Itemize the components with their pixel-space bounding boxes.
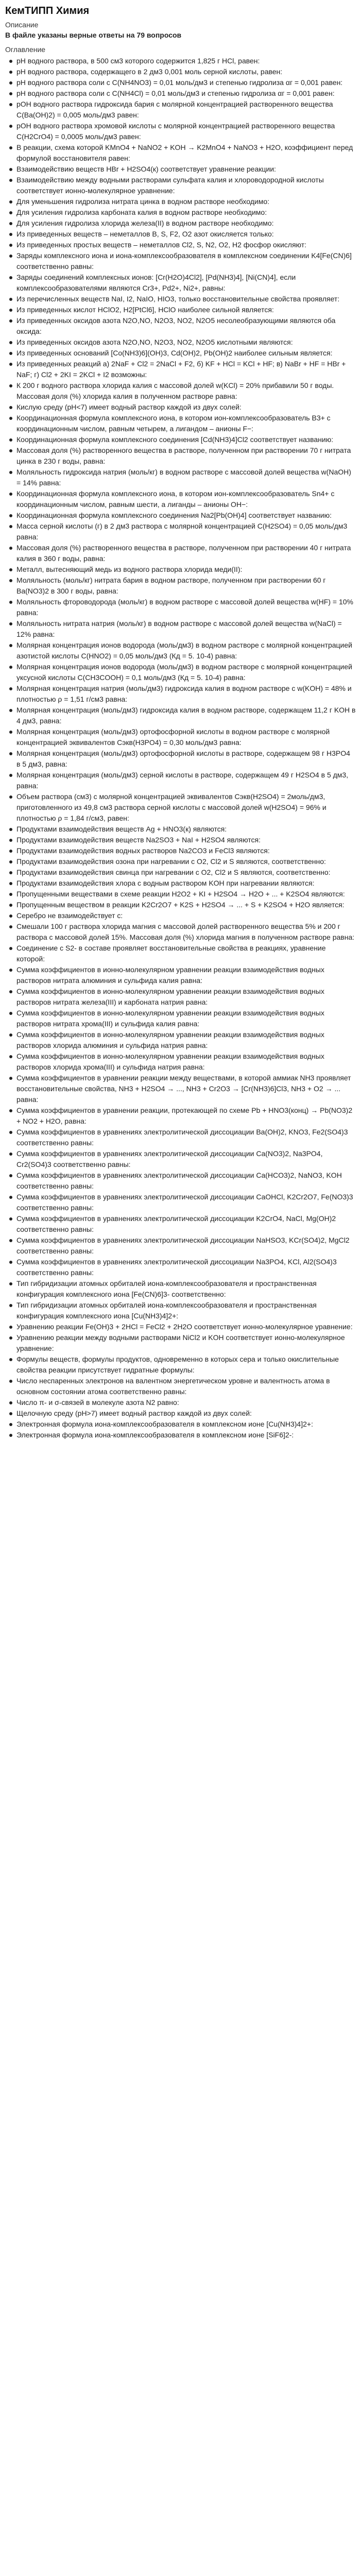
toc-item[interactable] bbox=[16, 921, 356, 943]
toc-item-link[interactable]: Продуктами взаимодействия водных растворов Na2CO3 и FeCl3 являются: bbox=[16, 846, 270, 855]
toc-item-link[interactable]: Из приведенных веществ – неметаллов B, S, F2, O2 азот окисляется только: bbox=[16, 230, 274, 238]
toc-item-link[interactable]: Моляльность нитрата натрия (моль/кг) в водном растворе с массовой долей вещества w(NaCl) = 12% равна: bbox=[16, 619, 342, 638]
toc-item[interactable] bbox=[16, 910, 356, 921]
toc-item[interactable] bbox=[16, 467, 356, 488]
toc-item[interactable] bbox=[16, 434, 356, 445]
toc-item-link[interactable]: Сумма коэффициентов в уравнениях электролитической диссоциации Na3PO4, KCl, Al2(SO4)3 соответственно равны: bbox=[16, 1258, 337, 1277]
toc-item[interactable] bbox=[16, 359, 356, 380]
toc-item[interactable] bbox=[16, 196, 356, 207]
toc-item-link[interactable]: Сумма коэффициентов в уравнении реакции, протекающей по схеме Pb + HNO3(конц) → Pb(NO3)2 + NO2 + H2O, равна: bbox=[16, 1106, 353, 1125]
toc-item-link[interactable]: Электронная формула иона-комплексообразователя в комплексном ионе [Cu(NH3)4]2+: bbox=[16, 1420, 313, 1428]
toc-item[interactable] bbox=[16, 175, 356, 196]
toc-item[interactable] bbox=[16, 564, 356, 575]
toc-item[interactable] bbox=[16, 1029, 356, 1051]
toc-item[interactable] bbox=[16, 1419, 356, 1430]
toc-item-link[interactable]: Щелочную среду (pH>7) имеет водный раствор каждой из двух солей: bbox=[16, 1409, 252, 1417]
toc-item-link[interactable]: Для усиления гидролиза карбоната калия в водном растворе необходимо: bbox=[16, 208, 267, 216]
toc-item[interactable] bbox=[16, 1127, 356, 1148]
toc-item[interactable] bbox=[16, 66, 356, 77]
toc-item-link[interactable]: Сумма коэффициентов в уравнениях электролитической диссоциации Ca(NO3)2, Na3PO4, Cr2(SO4)3 соответственно равны: bbox=[16, 1149, 323, 1168]
toc-item-link[interactable]: Сумма коэффициентов в ионно-молекулярном уравнении реакции взаимодействия водных растворов нитрата железа(III) и карбоната натрия равна: bbox=[16, 987, 324, 1006]
toc-item-link[interactable]: Объем раствора (см3) с молярной концентрацией эквивалентов Сэкв(H2SO4) = 2моль/дм3, приготовленного из 49,8 см3 раствора серной кислоты с массовой долей w(H2SO4) = 96% и плотностью ρ = 1,84 г/см3, равен: bbox=[16, 792, 326, 822]
toc-item[interactable] bbox=[16, 1073, 356, 1105]
toc-item[interactable] bbox=[16, 1300, 356, 1321]
toc-item[interactable] bbox=[16, 1051, 356, 1073]
toc-item-link[interactable]: Число π- и σ-связей в молекуле азота N2 равно: bbox=[16, 1398, 179, 1406]
toc-item-link[interactable]: Смешали 100 г раствора хлорида магния с массовой долей растворенного вещества 5% и 200 г раствора с массовой долей 15%. Массовая доля (%) хлорида магния в полученном растворе равна: bbox=[16, 922, 355, 941]
toc-item-link[interactable]: Сумма коэффициентов в уравнениях электролитической диссоциации Ba(OH)2, KNO3, Fe2(SO4)3 соответственно равны: bbox=[16, 1128, 348, 1147]
toc-item-link[interactable]: Сумма коэффициентов в уравнениях электролитической диссоциации Ca(HCO3)2, NaNO3, KOH соответственно равны: bbox=[16, 1171, 342, 1190]
toc-item-link[interactable]: Заряды соединений комплексных ионов: [Cr(H2O)4Cl2], [Pd(NH3)4], [Ni(CN)4], если комплексообразователями являются Cr3+, Pd2+, Ni2+, равны: bbox=[16, 273, 296, 292]
toc-item-link[interactable]: Серебро не взаимодействует с: bbox=[16, 911, 123, 920]
toc-item[interactable] bbox=[16, 1170, 356, 1192]
toc-item[interactable] bbox=[16, 748, 356, 770]
toc-item[interactable] bbox=[16, 99, 356, 121]
toc-item-link[interactable]: К 200 г водного раствора хлорида калия с массовой долей w(KCl) = 20% прибавили 50 г воды. Массовая доля (%) хлорида калия в полученном растворе равна: bbox=[16, 381, 334, 400]
toc-item-link[interactable]: Молярная концентрация ионов водорода (моль/дм3) в водном растворе с молярной концентрацией уксусной кислоты C(CH3COOH) = 0,1 моль/дм3 (Кд = 5. 10-4) равна: bbox=[16, 663, 352, 682]
toc-item-link[interactable]: В реакции, схема которой KMnO4 + NaNO2 + KOH → K2MnO4 + NaNO3 + H2O, коэффициент перед формулой восстановителя равен: bbox=[16, 143, 353, 162]
page-title: КемТИПП Химия bbox=[5, 5, 90, 16]
toc-item[interactable] bbox=[16, 1278, 356, 1300]
toc-item[interactable] bbox=[16, 77, 356, 88]
toc-item-link[interactable]: Металл, вытесняющий медь из водного раствора хлорида меди(II): bbox=[16, 565, 243, 573]
toc-item-link[interactable]: Для усиления гидролиза хлорида железа(II) в водном растворе необходимо: bbox=[16, 219, 274, 227]
toc-item-link[interactable]: Координационная формула комплексного иона, в котором ион-комплексообразователь B3+ с координационным числом, равным четырем, а лигандом – анионы F−: bbox=[16, 414, 331, 433]
toc-item[interactable] bbox=[16, 1397, 356, 1408]
toc-item[interactable] bbox=[16, 521, 356, 543]
toc-item[interactable] bbox=[16, 348, 356, 359]
toc-item-link[interactable]: Тип гибридизации атомных орбиталей иона-комплексообразователя и пространственная конфигурация комплексного иона [Cu(NH3)4]2+: bbox=[16, 1301, 317, 1320]
toc-item-link[interactable]: Молярная концентрация (моль/дм3) серной кислоты в растворе, содержащем 49 г H2SO4 в 5 дм3, равна: bbox=[16, 771, 349, 790]
toc-item[interactable] bbox=[16, 250, 356, 272]
toc-item[interactable] bbox=[16, 488, 356, 510]
description-label: Описание bbox=[5, 21, 39, 29]
toc-item-link[interactable]: рOH водного раствора гидроксида бария с молярной концентрацией растворенного вещества C(Ba(OH)2) = 0,005 моль/дм3 равен: bbox=[16, 100, 333, 119]
toc-item[interactable] bbox=[16, 1376, 356, 1397]
toc-item-link[interactable]: Моляльность фтороводорода (моль/кг) в водном растворе с массовой долей вещества w(HF) = 10% равна: bbox=[16, 598, 353, 617]
toc-item-link[interactable]: Массовая доля (%) растворенного вещества в растворе, полученном при растворении 70 г нитрата цинка в 230 г воды, равна: bbox=[16, 446, 351, 465]
toc-item[interactable] bbox=[16, 986, 356, 1008]
toc-item-link[interactable]: pH водного раствора, содержащего в 2 дм3 0,001 моль серной кислоты, равен: bbox=[16, 67, 283, 76]
toc-item[interactable] bbox=[16, 1235, 356, 1257]
toc-item-link[interactable]: Из приведенных оксидов азота N2O,NO, N2O3, NO2, N2O5 кислотными являются: bbox=[16, 338, 293, 346]
toc-item-link[interactable]: Тип гибридизации атомных орбиталей иона-комплексообразователя и пространственная конфигурация комплексного иона [Fe(CN)6]3- соответственно: bbox=[16, 1279, 317, 1298]
toc-item[interactable] bbox=[16, 900, 356, 910]
toc-item-link[interactable]: pH водного раствора соли с C(NH4NO3) = 0,01 моль/дм3 и степенью гидролиза αг = 0,001 равен: bbox=[16, 78, 343, 87]
toc-item-link[interactable]: Молярная концентрация (моль/дм3) ортофосфорной кислоты в растворе, содержащем 98 г H3PO4 в 5 дм3, равна: bbox=[16, 749, 350, 768]
toc-item[interactable] bbox=[16, 294, 356, 304]
toc-item-link[interactable]: Сумма коэффициентов в ионно-молекулярном уравнении реакции взаимодействия водных растворов хлорида алюминия и сульфида натрия равна: bbox=[16, 1030, 324, 1049]
toc-item-link[interactable]: Координационная формула комплексного иона, в котором ион-комплексообразователь Sn4+ с координационным числом, равным шести, а лиганды – анионы OH−: bbox=[16, 489, 335, 509]
toc-item[interactable] bbox=[16, 240, 356, 250]
toc-item-link[interactable]: Электронная формула иона-комплексообразователя в комплексном ионе [SiF6]2-: bbox=[16, 1431, 294, 1439]
toc-item[interactable] bbox=[16, 824, 356, 835]
toc-item[interactable] bbox=[16, 575, 356, 597]
toc-item-link[interactable]: Массовая доля (%) растворенного вещества в растворе, полученном при растворении 40 г нитрата калия в 360 г воды, равна: bbox=[16, 544, 351, 563]
toc-item[interactable] bbox=[16, 1332, 356, 1354]
toc-item-link[interactable]: Сумма коэффициентов в уравнениях электролитической диссоциации NaHSO3, KCr(SO4)2, MgCl2 соответственно равны: bbox=[16, 1236, 350, 1255]
toc-item[interactable] bbox=[16, 337, 356, 348]
toc-item-link[interactable]: Из приведенных реакций а) 2NaF + Cl2 = 2NaCl + F2, б) KF + HCl = KCl + HF; в) NaBr + HF = HBr + NaF; г) Cl2 + 2KI = 2KCl + I2 возможны: bbox=[16, 360, 346, 379]
toc-item-link[interactable]: Из приведенных кислот HClO2, H2[PtCl6], HClO наиболее сильной является: bbox=[16, 306, 274, 314]
toc-item-link[interactable]: Из приведенных простых веществ – неметаллов Cl2, S, N2, O2, H2 фосфор окисляют: bbox=[16, 241, 307, 249]
toc-item-link[interactable]: Уравнению реакции между водными растворами NiCl2 и KOH соответствует ионно-молекулярное уравнение: bbox=[16, 1333, 345, 1352]
toc-item-link[interactable]: Кислую среду (pH<7) имеет водный раствор каждой из двух солей: bbox=[16, 403, 242, 411]
toc-item[interactable] bbox=[16, 943, 356, 964]
toc-item[interactable] bbox=[16, 229, 356, 240]
toc-item[interactable] bbox=[16, 683, 356, 705]
toc-item[interactable] bbox=[16, 380, 356, 402]
toc-item[interactable] bbox=[16, 964, 356, 986]
toc-item-link[interactable]: Моляльность гидроксида натрия (моль/кг) в водном растворе с массовой долей вещества w(NaOH) = 14% равна: bbox=[16, 468, 351, 487]
toc-item-link[interactable]: Взаимодействию веществ HBr + H2SO4(к) соответствует уравнение реакции: bbox=[16, 165, 276, 173]
toc-item-link[interactable]: Молярная концентрация натрия (моль/дм3) гидроксида калия в водном растворе с w(KOH) = 48% и плотностью ρ = 1,51 г/см3 равна: bbox=[16, 684, 352, 703]
toc-item-link[interactable]: Из перечисленных веществ NaI, I2, NaIO, HIO3, только восстановительные свойства проявляет: bbox=[16, 295, 340, 303]
toc-item-link[interactable]: Заряды комплексного иона и иона-комплексообразователя в комплексном соединении K4[Fe(CN)6] соответственно равны: bbox=[16, 251, 352, 270]
toc-item-link[interactable]: Число неспаренных электронов на валентном энергетическом уровне и валентность атома в основном состоянии атома соответственно равны: bbox=[16, 1377, 330, 1396]
toc-item[interactable] bbox=[16, 402, 356, 413]
toc-item-link[interactable]: Уравнению реакции Fe(OH)3 + 2HCl = FeCl2 + 2H2O соответствует ионно-молекулярное уравнение: bbox=[16, 1323, 353, 1331]
toc-item-link[interactable]: Продуктами взаимодействия веществ Na2SO3 + NaI + H2SO4 являются: bbox=[16, 836, 261, 844]
toc-item-link[interactable]: рOH водного раствора хромовой кислоты с молярной концентрацией растворенного вещества C(H2CrO4) = 0,0005 моль/дм3 равен: bbox=[16, 122, 335, 141]
toc-item[interactable] bbox=[16, 1008, 356, 1029]
toc-item-link[interactable]: Сумма коэффициентов в уравнении реакции между веществами, в которой аммиак NH3 проявляет восстановительные свойства, NH3 + H2SO4 → ..., NH3 + Cr2O3 → [Cr(NH3)6]Cl3, NH3 + O2 → ... равна: bbox=[16, 1074, 351, 1104]
toc-item[interactable] bbox=[16, 856, 356, 867]
toc-item[interactable] bbox=[16, 121, 356, 142]
toc-item[interactable] bbox=[16, 1354, 356, 1376]
toc-item[interactable] bbox=[16, 1105, 356, 1127]
toc-item[interactable] bbox=[16, 543, 356, 564]
toc-item[interactable] bbox=[16, 304, 356, 315]
toc-item-link[interactable]: Сумма коэффициентов в ионно-молекулярном уравнении реакции взаимодействия водных растворов хлорида хрома(III) и сульфида натрия равна: bbox=[16, 1052, 324, 1071]
toc-item[interactable] bbox=[16, 705, 356, 726]
toc-item[interactable] bbox=[16, 218, 356, 229]
toc-item-link[interactable]: Координационная формула комплексного соединения [Cd(NH3)4]Cl2 соответствует названию: bbox=[16, 435, 334, 444]
toc-item-link[interactable]: Соединение с S2- в составе проявляет восстановительные свойства в реакциях, уравнение которой: bbox=[16, 944, 326, 963]
toc-item-link[interactable]: Сумма коэффициентов в уравнениях электролитической диссоциации CaOHCl, K2Cr2O7, Fe(NO3)3 соответственно равны: bbox=[16, 1193, 353, 1212]
toc-item[interactable] bbox=[16, 510, 356, 521]
description-text: В файле указаны верные ответы на 79 вопросов bbox=[5, 31, 182, 39]
toc-item[interactable] bbox=[16, 1213, 356, 1235]
toc-item-link[interactable]: Из приведенных оксидов азота N2O,NO, N2O3, NO2, N2O5 несолеобразующими являются оба оксида: bbox=[16, 316, 336, 335]
toc-item[interactable] bbox=[16, 770, 356, 791]
toc-item-link[interactable]: Моляльность (моль/кг) нитрата бария в водном растворе, полученном при растворении 60 г Ba(NO3)2 в 300 г воды, равна: bbox=[16, 576, 326, 595]
toc-item[interactable] bbox=[16, 88, 356, 99]
toc-item[interactable] bbox=[16, 726, 356, 748]
toc-item-link[interactable]: Из приведенных оснований [Co(NH3)6](OH)3, Cd(OH)2, Pb(OH)2 наиболее сильным является: bbox=[16, 349, 333, 357]
toc-item[interactable] bbox=[16, 835, 356, 845]
toc-item[interactable] bbox=[16, 1192, 356, 1213]
toc-item-link[interactable]: Продуктами взаимодействия хлора с водным раствором KOH при нагревании являются: bbox=[16, 879, 315, 887]
toc-item-link[interactable]: Пропущенными веществами в схеме реакции H2O2 + KI + H2SO4 → H2O + ... + K2SO4 являются: bbox=[16, 890, 345, 898]
toc-item-link[interactable]: Молярная концентрация (моль/дм3) гидроксида калия в водном растворе, содержащем 11,2 г KOH в 4 дм3, равна: bbox=[16, 706, 356, 725]
toc-item[interactable] bbox=[16, 618, 356, 640]
toc-item[interactable] bbox=[16, 845, 356, 856]
toc-item[interactable] bbox=[16, 315, 356, 337]
table-of-contents bbox=[5, 56, 356, 1440]
toc-item[interactable] bbox=[16, 597, 356, 618]
toc-item[interactable] bbox=[16, 1408, 356, 1419]
toc-item-link[interactable]: Молярная концентрация ионов водорода (моль/дм3) в водном растворе с молярной концентрацией азотистой кислоты C(HNO2) = 0,05 моль/дм3 (Кд = 5. 10-4) равна: bbox=[16, 641, 352, 660]
toc-item-link[interactable]: Продуктами взаимодействия озона при нагревании с O2, Cl2 и S являются, соответственно: bbox=[16, 857, 326, 866]
toc-item[interactable] bbox=[16, 867, 356, 878]
toc-item[interactable] bbox=[16, 640, 356, 662]
toc-item-link[interactable]: Формулы веществ, формулы продуктов, одновременно в которых сера и только окислительные свойства реакции присутствует гидратные формулы: bbox=[16, 1355, 339, 1374]
toc-item[interactable] bbox=[16, 445, 356, 467]
toc-item-link[interactable]: Масса серной кислоты (г) в 2 дм3 раствора с молярной концентрацией C(H2SO4) = 0,05 моль/дм3 равна: bbox=[16, 522, 348, 541]
toc-item[interactable] bbox=[16, 1148, 356, 1170]
toc-item-link[interactable]: Молярная концентрация (моль/дм3) ортофосфорной кислоты в водном растворе с молярной концентрацией эквивалентов Сэкв(H3PO4) = 0,30 моль/дм3 равна: bbox=[16, 727, 330, 747]
toc-item[interactable] bbox=[16, 878, 356, 889]
toc-item[interactable] bbox=[16, 56, 356, 66]
toc-item-link[interactable]: Координационная формула комплексного соединения Na2[Pb(OH)4] соответствует названию: bbox=[16, 511, 332, 519]
toc-item[interactable] bbox=[16, 142, 356, 164]
toc-item[interactable] bbox=[16, 413, 356, 434]
toc-item-link[interactable]: pH водного раствора, в 500 см3 которого содержится 1,825 г HCl, равен: bbox=[16, 57, 260, 65]
toc-item-link[interactable]: Для уменьшения гидролиза нитрата цинка в водном растворе необходимо: bbox=[16, 197, 269, 206]
toc-item-link[interactable]: Сумма коэффициентов в ионно-молекулярном уравнении реакции взаимодействия водных растворов нитрата алюминия и сульфида калия равна: bbox=[16, 965, 324, 985]
toc-item[interactable] bbox=[16, 1257, 356, 1278]
toc-item[interactable] bbox=[16, 207, 356, 218]
toc-item-link[interactable]: Сумма коэффициентов в уравнениях электролитической диссоциации K2CrO4, NaCl, Mg(OH)2 соответственно равны: bbox=[16, 1214, 336, 1233]
toc-item-link[interactable]: Взаимодействию между водными растворами сульфата калия и хлороводородной кислоты соответствует ионно-молекулярное уравнение: bbox=[16, 176, 324, 195]
toc-item[interactable] bbox=[16, 1321, 356, 1332]
toc-item[interactable] bbox=[16, 791, 356, 824]
toc-item-link[interactable]: Продуктами взаимодействия веществ Ag + HNO3(к) являются: bbox=[16, 825, 227, 833]
toc-item-link[interactable]: pH водного раствора соли с C(NH4Cl) = 0,01 моль/дм3 и степенью гидролиза αг = 0,001 равен: bbox=[16, 89, 335, 97]
toc-item[interactable] bbox=[16, 272, 356, 294]
toc-label: Оглавление bbox=[5, 45, 46, 54]
toc-item-link[interactable]: Сумма коэффициентов в ионно-молекулярном уравнении реакции взаимодействия водных растворов нитрата хрома(III) и сульфида калия равна: bbox=[16, 1009, 324, 1028]
toc-item-link[interactable]: Пропущенным веществом в реакции K2Cr2O7 + K2S + H2SO4 → ... + S + K2SO4 + H2O является: bbox=[16, 901, 345, 909]
toc-item-link[interactable]: Продуктами взаимодействия свинца при нагревании с O2, Cl2 и S являются, соответственно: bbox=[16, 868, 331, 876]
toc-item[interactable] bbox=[16, 1430, 356, 1440]
toc-item[interactable] bbox=[16, 164, 356, 175]
toc-item[interactable] bbox=[16, 889, 356, 900]
toc-item[interactable] bbox=[16, 662, 356, 683]
